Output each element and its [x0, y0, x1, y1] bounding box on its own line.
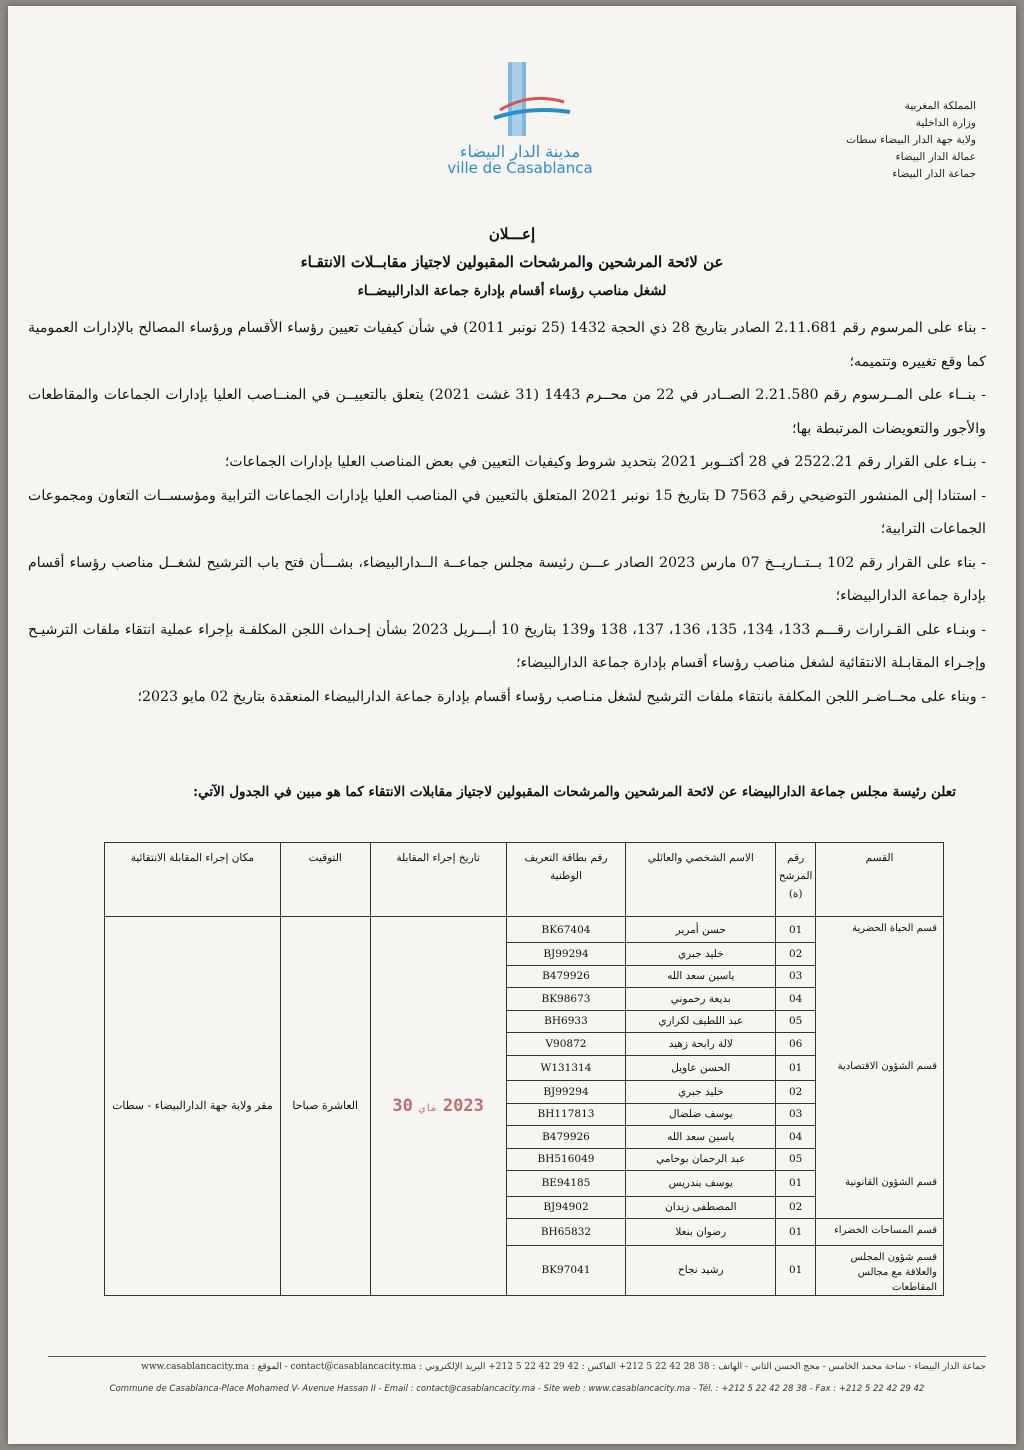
candidate-name: يوسف بندريس — [626, 1171, 776, 1197]
legal-preamble — [28, 312, 986, 714]
ministry-line: عمالة الدار البيضاء — [895, 151, 976, 163]
department-cell — [816, 1148, 944, 1171]
interview-place-cell: مقر ولاية جهة الدارالبيضاء - سطات — [105, 917, 281, 1296]
date-stamp-day: 30 — [392, 1095, 413, 1116]
department-cell — [816, 943, 944, 966]
date-stamp-month: ماي — [418, 1102, 437, 1114]
candidate-number: 01 — [776, 1055, 816, 1081]
candidate-name: ياسين سعد الله — [626, 965, 776, 988]
department-cell — [816, 1196, 944, 1219]
table-header-row — [105, 843, 944, 917]
candidates-table — [104, 842, 944, 1296]
candidate-name: لالة رابحة زهيد — [626, 1033, 776, 1056]
candidate-name: يوسف ضلضال — [626, 1103, 776, 1126]
candidate-number: 04 — [776, 1126, 816, 1149]
candidate-number: 01 — [776, 1245, 816, 1295]
ministry-line: ولاية جهة الدار البيضاء سطات — [846, 134, 976, 146]
date-stamp-year: 2023 — [442, 1095, 484, 1116]
header-cin: رقم بطاقة التعريف الوطنية — [506, 843, 626, 917]
candidate-cin: BE94185 — [506, 1171, 626, 1197]
preamble-paragraph: - استنادا إلى المنشور التوضيحي رقم D 7563 بتاريخ 15 نونبر 2021 المتعلق بالتعيين في المناصب العليا بإدارات الجماعات الترابية ومؤسســات التعاون ومجموعات الجماعات الترابية؛ — [28, 487, 987, 537]
candidate-number: 02 — [776, 1196, 816, 1219]
department-cell — [816, 1103, 944, 1126]
header-name: الاسم الشخصي والعائلي — [626, 843, 776, 917]
preamble-paragraph: - بناء على القرار رقم 102 بــتــاريــخ 07 مارس 2023 الصادر عـــن رئيسة مجلس جماعــة الــدارالبيضاء، بشـــأن فتح باب الترشيح لشغــل مناصب رؤساء أقسام بإدارة جماعة الدارالبيضاء؛ — [28, 554, 986, 604]
candidate-number: 03 — [776, 965, 816, 988]
header-date: تاريخ إجراء المقابلة — [370, 843, 506, 917]
ministry-header — [756, 98, 976, 183]
department-cell — [816, 988, 944, 1011]
candidate-cin: BJ94902 — [506, 1196, 626, 1219]
candidate-name: خليد جبري — [626, 943, 776, 966]
candidate-cin: B479926 — [506, 1126, 626, 1149]
announcement-heading — [8, 220, 1016, 306]
footer-french: Commune de Casablanca-Place Mohamed V- Avenue Hassan II - Email : contact@casablancacity.ma - Site web : www.casablancacity.ma - Tél. : +212 5 22 42 28 38 - Fax : +212 5 22 42 29 42 — [109, 1384, 925, 1394]
interview-date-cell — [370, 917, 506, 1296]
candidate-cin: BH6933 — [506, 1010, 626, 1033]
candidate-name: ياسين سعد الله — [626, 1126, 776, 1149]
header-number: رقم المرشح (ة) — [776, 843, 816, 917]
ministry-line: وزارة الداخلية — [915, 117, 976, 129]
ministry-line: المملكة المغربية — [904, 100, 976, 112]
department-cell: قسم شؤون المجلس والعلاقة مع مجالس المقاطعات — [816, 1245, 944, 1295]
candidate-cin: BJ99294 — [506, 943, 626, 966]
candidate-cin: BK67404 — [506, 917, 626, 943]
candidate-cin: BH65832 — [506, 1219, 626, 1246]
department-cell: قسم الحياة الحضرية — [816, 917, 944, 943]
candidate-cin: B479926 — [506, 965, 626, 988]
candidate-name: بديعة رحموني — [626, 988, 776, 1011]
candidate-number: 04 — [776, 988, 816, 1011]
candidate-cin: BH117813 — [506, 1103, 626, 1126]
candidate-number: 05 — [776, 1148, 816, 1171]
preamble-paragraph: - بنــاء على المــرسوم رقم 2.21.580 الصــادر في 22 من محــرم 1443 (31 غشت 2021) يتعلق بالتعييــن في المنــاصب العليا بإدارات الجماعات والمقاطعات والأجور والتعويضات المرتبطة بها؛ — [28, 387, 986, 437]
interview-time-cell: العاشرة صباحا — [280, 917, 370, 1296]
header-time: التوقيت — [280, 843, 370, 917]
ministry-line: جماعة الدار البيضاء — [892, 168, 976, 180]
preamble-paragraph: - بنـاء على القرار رقم 2522.21 في 28 أكتــوبر 2021 بتحديد شروط وكيفيات التعيين في بعض المناصب العليا بإدارات الجماعات؛ — [224, 454, 986, 470]
candidate-name: عبد الرحمان بوحامي — [626, 1148, 776, 1171]
preamble-paragraph: - وبناء على محــاضـر اللجن المكلفة بانتقاء ملفات الترشيح لشغل منـاصب رؤساء أقسام بإدارة جماعة الدارالبيضاء المنعقدة بتاريخ 02 مايو 2023؛ — [137, 688, 986, 705]
table-row — [105, 917, 944, 943]
logo-arabic-text: مدينة الدار البيضاء — [459, 142, 581, 161]
candidate-cin: BH516049 — [506, 1148, 626, 1171]
footer-arabic: جماعة الدار البيضاء - ساحة محمد الخامس - محج الحسن الثاني - الهاتف : 38 28 42 22 5 212+ الفاكس : 42 29 42 22 5 212+ البريد الإلكتروني : contact@casablancacity.ma - الموقع : www.casablancacity.ma — [141, 1362, 986, 1372]
candidate-name: خليد جبري — [626, 1081, 776, 1104]
candidate-name: رضوان بنعلا — [626, 1219, 776, 1246]
heading-line-2: لشغل مناصب رؤساء أقسام بإدارة جماعة الدارالبيضــاء — [357, 283, 667, 299]
document-page — [8, 6, 1016, 1444]
candidate-number: 02 — [776, 943, 816, 966]
city-logo — [420, 58, 620, 188]
candidate-name: رشيد نجاح — [626, 1245, 776, 1295]
preamble-paragraph: - وبنـاء على القـرارات رقـــم 133، 134، 135، 136، 137، 138 و139 بتاريخ 10 أبـــريل 2023 بشأن إحـداث اللجن المكلفـة بإجراء عملية انتقاء ملفات الترشيـح وإجـراء المقابـلة الانتقائية لشغل مناصب رؤساء أقسام بإدارة جماعة الدارالبيضاء؛ — [28, 621, 987, 671]
footer-divider — [48, 1356, 986, 1357]
announcement-statement: تعلن رئيسة مجلس جماعة الدارالبيضاء عن لائحة المرشحين والمرشحات المقبولين لاجتياز مقابلات الانتقاء كما هو مبين في الجدول الآتي: — [193, 784, 956, 800]
heading-title: إعـــلان — [488, 225, 536, 243]
date-stamp — [392, 1096, 484, 1116]
candidate-cin: V90872 — [506, 1033, 626, 1056]
heading-line-1: عن لائحة المرشحين والمرشحات المقبولين لاجتياز مقابــلات الانتقـاء — [300, 253, 724, 271]
candidate-name: حسن أمرير — [626, 917, 776, 943]
candidate-number: 03 — [776, 1103, 816, 1126]
department-cell — [816, 1126, 944, 1149]
candidate-number: 05 — [776, 1010, 816, 1033]
candidate-number: 01 — [776, 1171, 816, 1197]
department-cell — [816, 1010, 944, 1033]
candidate-number: 06 — [776, 1033, 816, 1056]
candidate-name: عبد اللطيف لكراري — [626, 1010, 776, 1033]
department-cell — [816, 965, 944, 988]
department-cell: قسم المساحات الخضراء — [816, 1219, 944, 1246]
header-department: القسم — [816, 843, 944, 917]
department-cell — [816, 1033, 944, 1056]
candidate-cin: BJ99294 — [506, 1081, 626, 1104]
candidate-cin: W131314 — [506, 1055, 626, 1081]
candidate-cin: BK97041 — [506, 1245, 626, 1295]
logo-french-text: ville de Casablanca — [447, 159, 593, 177]
casablanca-logo-icon — [460, 58, 580, 140]
candidate-number: 01 — [776, 917, 816, 943]
candidate-name: المصطفى زيدان — [626, 1196, 776, 1219]
candidate-number: 01 — [776, 1219, 816, 1246]
preamble-paragraph: - بناء على المرسوم رقم 2.11.681 الصادر بتاريخ 28 ذي الحجة 1432 (25 نونبر 2011) في شأن كيفيات تعيين رؤساء الأقسام ورؤساء المصالح بالإدارات العمومية كما وقع تغييره وتتميمه؛ — [28, 320, 986, 370]
department-cell: قسم الشؤون الاقتصادية — [816, 1055, 944, 1081]
candidate-number: 02 — [776, 1081, 816, 1104]
candidate-name: الحسن عاويل — [626, 1055, 776, 1081]
department-cell — [816, 1081, 944, 1104]
department-cell: قسم الشؤون القانونية — [816, 1171, 944, 1197]
header-place: مكان إجراء المقابلة الانتقائية — [105, 843, 281, 917]
candidate-cin: BK98673 — [506, 988, 626, 1011]
